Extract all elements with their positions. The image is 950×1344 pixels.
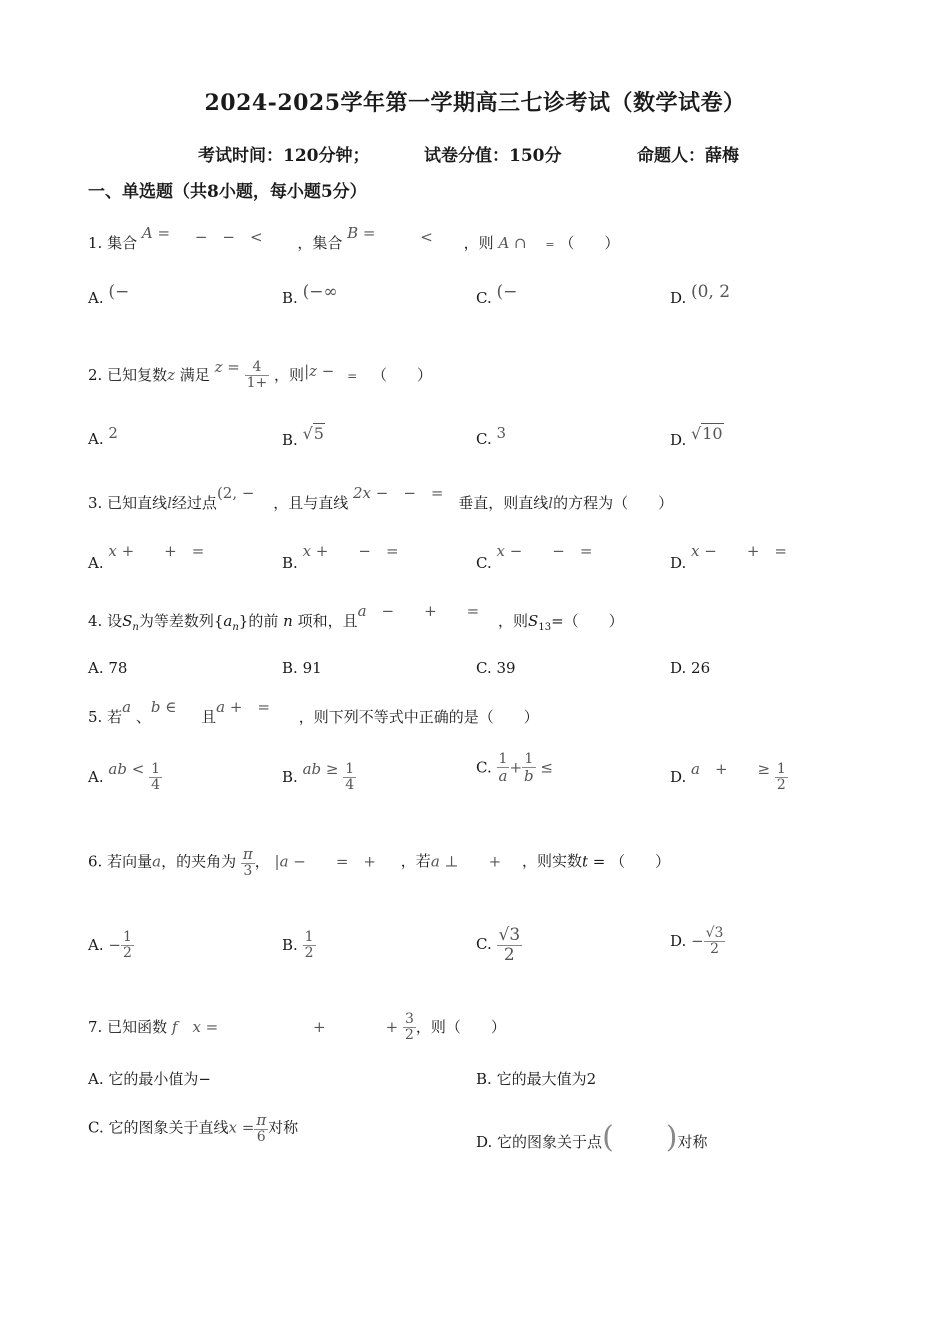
q6-number: 6.: [88, 852, 103, 871]
q3-option-c-label: C.: [476, 554, 492, 572]
exam-time: 考试时间：120分钟；: [198, 146, 370, 166]
q5-text-3: 且: [201, 708, 217, 726]
q2-option-c[interactable]: [476, 424, 507, 448]
q6-angle: [241, 846, 255, 879]
q4-sum-sub: n: [132, 622, 139, 633]
q1-option-a-math: (−: [108, 282, 130, 302]
q1-text-2: ，集合: [297, 234, 343, 252]
q5-option-a-den: 4: [151, 777, 160, 794]
q5-option-a-math: ab <: [108, 759, 145, 778]
q5-option-d-frac: [775, 762, 788, 794]
q6-vec-a: a: [152, 852, 162, 871]
q1-set-a-expr: − − <: [194, 228, 263, 246]
q7-option-d[interactable]: [476, 1120, 708, 1155]
q3-text-3: ，且与直线: [273, 494, 349, 512]
q6-option-c-label: C.: [476, 935, 492, 954]
q3-option-c[interactable]: [476, 542, 593, 573]
q1-option-d-label: D.: [670, 289, 687, 307]
q7-text-2: ，则（ ）: [415, 1017, 506, 1036]
q6-angle-num: π: [242, 845, 253, 863]
q7-option-c-math: x =: [228, 1118, 255, 1137]
q7-number: 7.: [88, 1017, 103, 1036]
q4-seq-sub: n: [232, 622, 239, 633]
q4-option-a[interactable]: [88, 659, 127, 677]
q3-text-4: 垂直，则直线: [458, 494, 549, 512]
q5-option-c-frac-1: [497, 752, 510, 785]
section-heading: 一、单选题（共8小题，每小题5分）: [88, 182, 367, 202]
q4-number: 4.: [88, 612, 103, 630]
q4-option-c[interactable]: [476, 659, 516, 677]
q2-text-3: ，则: [274, 365, 305, 384]
q1-option-d[interactable]: [670, 282, 731, 308]
q7-option-c-label: C.: [88, 1118, 104, 1137]
q5-option-b-num: 1: [345, 761, 355, 777]
q2-option-d-math: √10: [691, 424, 723, 443]
q5-option-b-math: ab ≥: [302, 759, 339, 778]
q7-option-c-tail: 对称: [268, 1118, 299, 1137]
q5-option-d-label: D.: [670, 767, 687, 786]
q1-blank: （ ）: [559, 234, 620, 252]
q7-option-d-tail: 对称: [677, 1133, 708, 1151]
q5-option-c-den-2: b: [524, 767, 534, 786]
q2-var-z: z: [167, 365, 176, 384]
q3-number: 3.: [88, 494, 103, 512]
q5-option-c-plus: +: [509, 758, 523, 777]
q5-option-d-math: a + ≥: [691, 759, 771, 778]
q5-option-c-math: ≤: [540, 758, 553, 777]
q6-option-a-sign: −: [108, 935, 121, 954]
q4-s13-sub: 13: [538, 622, 552, 633]
q3-option-c-math: x − − =: [496, 542, 593, 560]
q7-function: f x =: [171, 1017, 219, 1036]
q4-option-c-label: C.: [476, 659, 492, 677]
q2-blank: （ ）: [371, 365, 432, 384]
q3-option-d-label: D.: [670, 554, 687, 572]
q1-text-3: ，则: [463, 234, 494, 252]
q1-intersection-eq: =: [545, 238, 555, 251]
q1-option-c[interactable]: [476, 282, 518, 308]
q7-text-1: 已知函数: [107, 1017, 168, 1036]
q7-function-expr: + +: [313, 1017, 399, 1036]
q6-option-b[interactable]: [282, 930, 316, 962]
question-6: [88, 846, 670, 879]
q6-option-c-den: 2: [503, 944, 515, 965]
q4-s13: S: [528, 612, 539, 630]
q5-option-a-num: 1: [151, 761, 160, 777]
q1-number: 1.: [88, 234, 103, 252]
q6-text-5: ，若: [400, 852, 431, 871]
q6-option-c[interactable]: [476, 926, 522, 964]
q4-option-b[interactable]: [282, 659, 322, 677]
q5-text-1: 若: [107, 708, 123, 726]
q4-option-b-text: 91: [302, 659, 322, 677]
q4-option-d-label: D.: [670, 659, 687, 677]
q3-text-5: 的方程为（ ）: [553, 494, 674, 512]
q6-option-a-label: A.: [88, 935, 104, 954]
q7-frac-num: 3: [404, 1011, 414, 1027]
q5-var-a: a: [122, 698, 132, 716]
q6-option-d-frac: [704, 926, 726, 958]
q7-option-b-text: 它的最大值为2: [496, 1070, 597, 1088]
exam-title: 2024-2025学年第一学期高三七诊考试（数学试卷）: [204, 90, 746, 116]
q2-number: 2.: [88, 365, 103, 384]
q1-set-a: A =: [141, 224, 171, 242]
q2-eq: =: [347, 368, 358, 383]
q5-option-a[interactable]: [88, 759, 162, 794]
q3-text-2: 经过点: [171, 494, 217, 512]
q5-option-b-label: B.: [282, 767, 298, 786]
q4-option-d-text: 26: [691, 659, 711, 677]
q1-option-d-math: (0, 2: [691, 282, 731, 302]
q6-option-d-sign: −: [691, 931, 704, 950]
q5-option-d-den: 2: [776, 777, 786, 794]
q7-option-d-paren-open: (: [602, 1120, 614, 1155]
q4-option-b-label: B.: [282, 659, 298, 677]
q3-option-b[interactable]: [282, 542, 399, 573]
question-1: [88, 224, 620, 253]
q4-text-2: 为等差数列{: [138, 612, 224, 630]
q2-z-eq: z =: [214, 357, 240, 376]
q4-seq-a: a: [223, 612, 233, 630]
q6-option-a-frac: [121, 930, 134, 962]
q7-option-b-label: B.: [476, 1070, 492, 1088]
q5-option-c-frac-2: [522, 752, 536, 785]
q2-option-c-label: C.: [476, 430, 492, 448]
q6-text-3: 的夹角为: [176, 852, 237, 871]
q6-t: t =: [582, 852, 606, 871]
q3-option-d[interactable]: [670, 542, 787, 573]
q5-option-d-num: 1: [776, 761, 786, 777]
q1-option-c-math: (−: [496, 282, 518, 302]
q5-option-c[interactable]: [476, 752, 553, 785]
q3-point: (2, −: [216, 484, 255, 502]
q5-option-b-frac: [343, 762, 356, 794]
q2-frac-num: 4: [245, 360, 270, 376]
q6-text-1: 若向量: [107, 852, 153, 871]
q2-option-a-math: 2: [108, 424, 118, 442]
q7-frac-den: 2: [404, 1027, 414, 1044]
q6-option-a-num: 1: [122, 929, 132, 945]
q6-option-b-label: B.: [282, 935, 298, 954]
q6-option-d[interactable]: [670, 926, 725, 958]
q2-option-b-label: B.: [282, 431, 298, 449]
q2-fraction: [245, 360, 270, 392]
q5-option-a-frac: [149, 762, 162, 794]
q3-line-l: l: [167, 494, 172, 512]
q7-option-d-text: 它的图象关于点: [497, 1133, 603, 1151]
q7-option-b[interactable]: [476, 1068, 596, 1089]
q7-option-a-text: 它的最小值为−: [108, 1070, 211, 1088]
question-4: [88, 602, 624, 633]
q6-text-6: ，则实数: [521, 852, 582, 871]
q4-var-n: n: [283, 612, 293, 630]
q1-set-b-expr: <: [420, 228, 433, 246]
q7-option-c-den: 6: [256, 1128, 266, 1145]
q1-option-b[interactable]: [282, 282, 338, 308]
q5-option-c-num-1: 1: [497, 752, 510, 768]
q4-text-5: ，则: [498, 612, 529, 630]
q6-option-b-num: 1: [304, 929, 314, 945]
q4-condition: a − + =: [357, 602, 480, 620]
q4-option-d[interactable]: [670, 659, 710, 677]
q7-option-c-text: 它的图象关于直线: [108, 1118, 229, 1137]
q2-option-d[interactable]: [670, 424, 724, 449]
q1-text-1: 集合: [107, 234, 138, 252]
q6-text-2: ，: [161, 852, 177, 871]
question-2: [88, 357, 432, 392]
q3-line-l-2: l: [548, 494, 554, 512]
q6-option-d-label: D.: [670, 931, 687, 950]
q6-angle-den: 3: [243, 862, 253, 879]
q3-line-eq: 2x − − =: [353, 484, 444, 502]
q4-option-a-label: A.: [88, 659, 104, 677]
q5-number: 5.: [88, 708, 103, 726]
q5-option-c-den-1: a: [498, 767, 508, 786]
q6-option-c-num: √3: [498, 925, 521, 945]
q1-intersection: A ∩: [498, 234, 527, 252]
q4-text-6: =（ ）: [551, 612, 624, 630]
q5-option-a-label: A.: [88, 767, 104, 786]
q7-frac: [403, 1012, 416, 1044]
q1-option-b-label: B.: [282, 289, 298, 307]
question-7: [88, 1012, 506, 1044]
q3-option-d-math: x − + =: [691, 542, 787, 560]
q2-text-2: 满足: [179, 365, 210, 384]
q2-option-d-radicand: 10: [702, 424, 723, 443]
q7-option-c[interactable]: [88, 1112, 298, 1145]
q2-option-b-math: √5: [302, 424, 324, 443]
q5-var-b: b ∈: [150, 698, 177, 716]
q2-abs: |z −: [304, 361, 335, 380]
q7-option-d-paren-close: ): [665, 1120, 678, 1155]
q3-option-b-label: B.: [282, 554, 298, 572]
q4-text-3: }的前: [238, 612, 279, 630]
q7-option-a-label: A.: [88, 1070, 104, 1088]
q3-text-1: 已知直线: [107, 494, 168, 512]
q2-option-b-radicand: 5: [313, 424, 324, 443]
q5-option-c-label: C.: [476, 758, 492, 777]
q4-option-c-text: 39: [496, 659, 516, 677]
q5-option-b[interactable]: [282, 759, 356, 794]
q2-option-d-label: D.: [670, 431, 687, 449]
q6-option-b-den: 2: [304, 945, 314, 962]
exam-author: 命题人：薛梅: [637, 146, 739, 166]
q7-option-c-frac: [254, 1112, 268, 1145]
q6-perp: a ⊥ +: [430, 852, 502, 871]
q4-option-a-text: 78: [108, 659, 128, 677]
q5-option-c-num-2: 1: [522, 752, 536, 768]
q5-option-b-den: 4: [345, 777, 355, 794]
q7-option-a[interactable]: [88, 1068, 211, 1089]
q2-frac-den: 1+: [246, 375, 268, 392]
q6-option-d-num: √3: [705, 925, 724, 941]
q1-option-b-math: (−∞: [302, 282, 338, 302]
q5-option-d[interactable]: [670, 759, 788, 794]
q2-option-c-math: 3: [496, 424, 507, 442]
q6-option-b-frac: [303, 930, 316, 962]
q4-text-4: 项和，且: [297, 612, 358, 630]
q6-option-a-den: 2: [122, 945, 132, 962]
q3-option-b-math: x + − =: [302, 542, 399, 560]
q4-sum-s: S: [122, 612, 133, 630]
q7-option-c-num: π: [256, 1111, 267, 1129]
question-5: [88, 698, 539, 727]
q3-option-a[interactable]: [88, 542, 205, 573]
q2-option-a-label: A.: [88, 430, 104, 448]
q6-option-c-frac: [497, 926, 523, 964]
q5-text-4: ，则下列不等式中正确的是（ ）: [298, 708, 539, 726]
exam-score: 试卷分值：150分: [424, 146, 562, 166]
q2-option-b[interactable]: [282, 424, 325, 449]
q6-text-4: ，: [254, 852, 270, 871]
q2-option-a[interactable]: [88, 424, 118, 448]
q6-abs: |a − = +: [274, 852, 377, 871]
q4-text-1: 设: [107, 612, 123, 630]
q7-option-d-label: D.: [476, 1133, 493, 1151]
q2-text-1: 已知复数: [107, 365, 168, 384]
q3-option-a-label: A.: [88, 554, 104, 572]
q1-option-c-label: C.: [476, 289, 492, 307]
q1-option-a[interactable]: [88, 282, 130, 308]
question-3: [88, 484, 674, 513]
q5-text-2: 、: [135, 708, 151, 726]
q5-condition: a + =: [216, 698, 270, 716]
q3-option-a-math: x + + =: [108, 542, 205, 560]
q6-blank: （ ）: [610, 852, 671, 871]
q6-option-a[interactable]: [88, 930, 134, 962]
q6-option-d-den: 2: [710, 941, 719, 958]
q1-set-b: B =: [347, 224, 376, 242]
q1-option-a-label: A.: [88, 289, 104, 307]
